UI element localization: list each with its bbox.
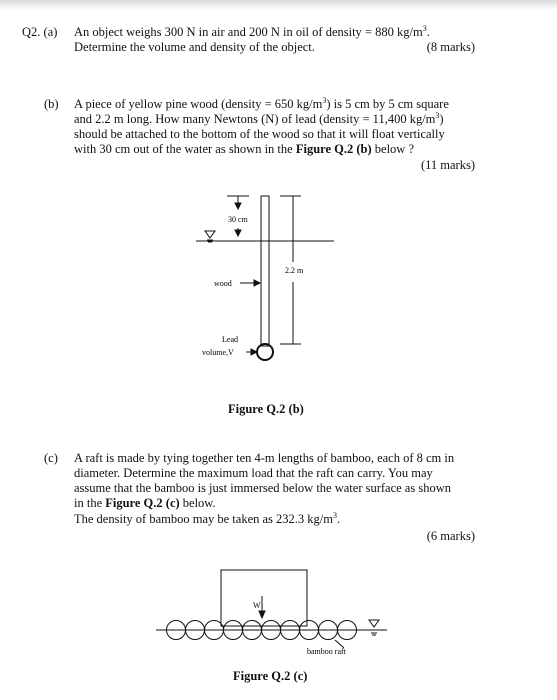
part-a-line2: Determine the volume and density of the object. xyxy=(74,40,315,54)
part-c-line2: diameter. Determine the maximum load that the raft can carry. You may xyxy=(74,466,433,480)
part-c-line1: A raft is made by tying together ten 4-m lengths of bamboo, each of 8 cm in xyxy=(74,451,455,465)
part-b-marks: (11 marks) xyxy=(420,158,475,172)
figure-c-caption: Figure Q.2 (c) xyxy=(233,669,308,683)
part-a-marks: (8 marks) xyxy=(426,40,475,54)
label-wood: wood xyxy=(214,279,232,288)
part-c-marks: (6 marks) xyxy=(426,529,475,543)
part-b-line1: A piece of yellow pine wood (density = 650 $kg/m^3$) is 5 cm by 5 cm square xyxy=(74,95,449,111)
label-lead: Lead xyxy=(222,335,238,344)
figure-b-caption: Figure Q.2 (b) xyxy=(228,402,304,416)
part-c-line3: assume that the bamboo is just immersed below the water surface as shown xyxy=(74,481,451,495)
free-surface-symbol-c xyxy=(369,620,379,627)
label-volume: volume,V xyxy=(202,348,234,357)
part-c-line5: The density of bamboo may be taken as 232.3 $kg/m^3$. xyxy=(74,510,341,526)
label-bamboo-raft: bamboo raft xyxy=(307,647,346,656)
part-c-label: (c) xyxy=(44,451,58,465)
part-c-line4: in the Figure Q.2 (c) below. xyxy=(74,496,216,510)
part-b-label: (b) xyxy=(44,97,59,111)
label-22m: 2.2 m xyxy=(285,266,304,275)
part-b-line3: should be attached to the bottom of the wood so that it will float vertically xyxy=(74,127,445,141)
label-30cm: 30 cm xyxy=(228,215,248,224)
part-a-line1: An object weighs 300 N in air and 200 N in oil of density = 880 $kg/m^3$. xyxy=(74,23,430,39)
load-box xyxy=(221,570,307,626)
part-b-line4: with 30 cm out of the water as shown in the Figure Q.2 (b) below ? xyxy=(74,142,415,156)
question-number: Q2. (a) xyxy=(22,25,58,39)
part-b-line2: and 2.2 m long. How many Newtons (N) of lead (density = 11,400 $kg/m^3$) xyxy=(74,110,444,126)
label-w: W xyxy=(253,601,261,610)
